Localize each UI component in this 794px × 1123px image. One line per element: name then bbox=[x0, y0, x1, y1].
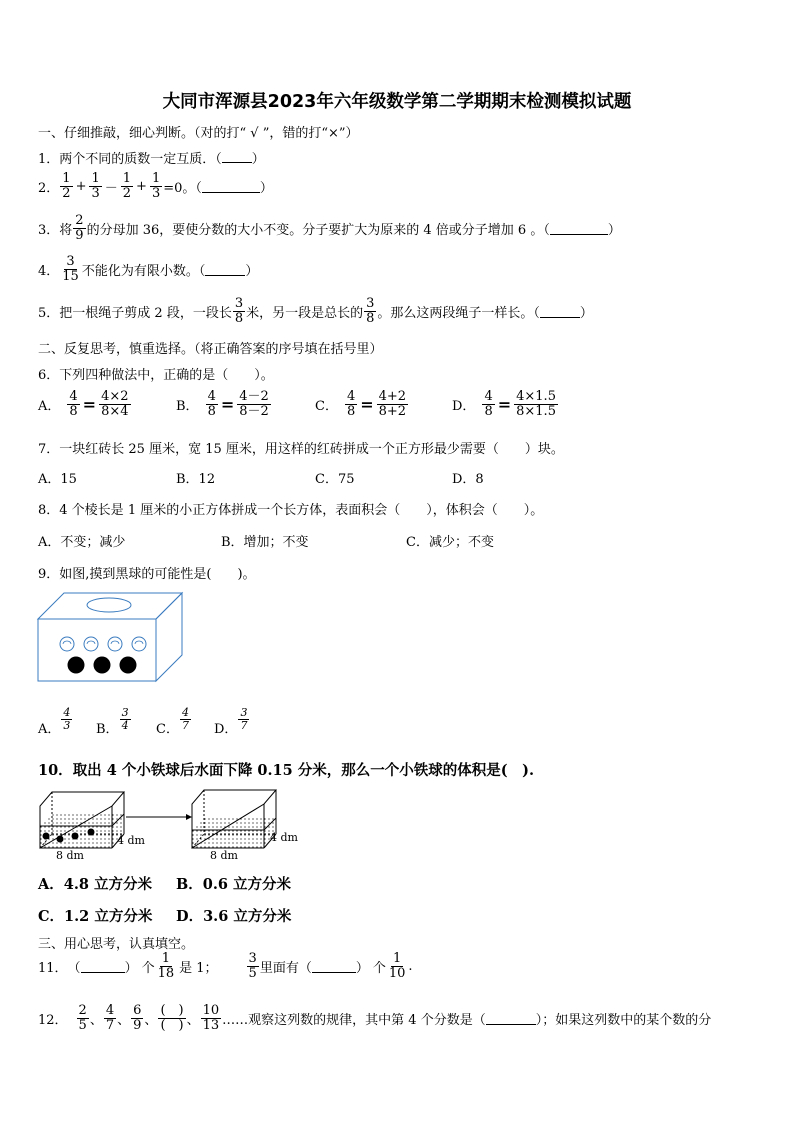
tank-1-width-label: 8 dm bbox=[56, 849, 84, 862]
question-2 bbox=[38, 172, 273, 200]
q12-fraction-3: $\frac{6}{9}$ bbox=[133, 1003, 142, 1033]
q7-option-b[interactable]: B．12 bbox=[176, 472, 216, 487]
q5-fraction-1: $\frac{3}{8}$ bbox=[234, 296, 244, 326]
q3-number: 3． bbox=[38, 222, 60, 238]
question-11: 11． （ ） 个 $\frac{1}{18}$ 是 1； $\frac{3}{5}$ 里面有（ ） 个 $\frac{1}{10}$ . bbox=[38, 951, 413, 981]
q8-text: 4 个棱长是 1 厘米的小正方体拼成一个长方体，表面积会（ ），体积会（ ）。 bbox=[59, 503, 544, 518]
q10-option-c[interactable]: C．1.2 立方分米 bbox=[38, 908, 153, 925]
q2-fraction-3: $\frac{1}{2}$ bbox=[122, 171, 132, 201]
q12-text-tail: ）；如果这列数中的某个数的分 bbox=[535, 1012, 712, 1028]
q7-option-d[interactable]: D．8 bbox=[452, 472, 484, 487]
option-letter: D． bbox=[452, 398, 476, 414]
question-1 bbox=[38, 148, 265, 167]
q8-option-a[interactable]: A．不变；减少 bbox=[38, 535, 126, 550]
q4-number: 4． bbox=[38, 263, 60, 279]
q3-pre: 将 bbox=[59, 222, 73, 238]
question-8 bbox=[38, 499, 543, 518]
q12-fraction-1: $\frac{2}{5}$ bbox=[78, 1003, 87, 1033]
q10-number: 10． bbox=[38, 762, 73, 779]
q7-option-a[interactable]: A．15 bbox=[38, 472, 77, 487]
q9-option-b[interactable]: B． $\frac{3}{4}$ bbox=[96, 706, 129, 737]
minus-sign: － bbox=[104, 180, 118, 196]
white-balls bbox=[60, 637, 146, 651]
option-letter: C． bbox=[315, 398, 338, 414]
section-1-heading: 一、仔细推敲，细心判断。（对的打“ √ ”，错的打“×”） bbox=[38, 126, 359, 141]
ball-box-figure bbox=[36, 591, 186, 683]
question-10 bbox=[38, 759, 534, 780]
q6-option-b[interactable]: B． $\frac{4}{8}$ = $\frac{4-2}{8-2}$ bbox=[176, 389, 269, 419]
q12-text: ……观察这列数的规律，其中第 4 个分数是（ bbox=[222, 1012, 486, 1028]
q1-text: 两个不同的质数一定互质．（ bbox=[59, 152, 222, 167]
question-5 bbox=[38, 297, 593, 325]
question-6 bbox=[38, 364, 274, 383]
plus-sign: + bbox=[136, 178, 147, 194]
q12-fraction-5: $\frac{10}{13}$ bbox=[202, 1003, 220, 1033]
q10-option-a[interactable]: A．4.8 立方分米 bbox=[38, 876, 153, 893]
q8-number: 8． bbox=[38, 503, 60, 518]
q5-answer-blank[interactable] bbox=[540, 305, 580, 318]
q6-option-d[interactable]: D． $\frac{4}{8}$ = $\frac{4\times 1.5}{8\times 1.5}$ bbox=[452, 389, 556, 419]
q1-number: 1． bbox=[38, 152, 60, 167]
q11-fraction-2: $\frac{3}{5}$ bbox=[248, 951, 257, 981]
q3-close: ） bbox=[607, 222, 621, 238]
q7-option-c[interactable]: C．75 bbox=[315, 472, 355, 487]
q12-fraction-4-blank[interactable]: $\frac{( )}{( )}$ bbox=[160, 1003, 184, 1033]
q1-close: ） bbox=[251, 152, 265, 167]
q5-fraction-2: $\frac{3}{8}$ bbox=[366, 296, 375, 326]
q12-number: 12． bbox=[38, 1012, 68, 1028]
q12-fraction-2: $\frac{4}{7}$ bbox=[105, 1003, 115, 1033]
q8-option-b[interactable]: B．增加；不变 bbox=[221, 535, 309, 550]
q3-fraction: $\frac{2}{9}$ bbox=[75, 213, 84, 243]
q9-text: 如图,摸到黑球的可能性是( )。 bbox=[59, 567, 256, 582]
q6-text: 下列四种做法中，正确的是（ ）。 bbox=[59, 368, 274, 383]
q5-close: ） bbox=[579, 305, 593, 321]
section-2-heading: 二、反复思考，慎重选择。（将正确答案的序号填在括号里） bbox=[38, 342, 383, 357]
q2-fraction-4: $\frac{1}{3}$ bbox=[151, 171, 161, 201]
q11-fraction-1: $\frac{1}{18}$ bbox=[157, 951, 175, 981]
q11-number: 11． bbox=[38, 960, 68, 976]
q6-number: 6． bbox=[38, 368, 60, 383]
q2-answer-blank[interactable] bbox=[202, 180, 260, 193]
q11-answer-blank-2[interactable] bbox=[312, 960, 356, 973]
q2-number: 2． bbox=[38, 180, 60, 196]
q6-option-a[interactable]: A． $\frac{4}{8}$ = $\frac{4\times 2}{8\times 4}$ bbox=[38, 389, 129, 419]
q4-fraction: $\frac{3}{15}$ bbox=[62, 254, 79, 284]
option-letter: B． bbox=[176, 398, 199, 414]
q5-text-1: 把一根绳子剪成 2 段，一段长 bbox=[59, 305, 232, 321]
page-title: 大同市浑源县2023年六年级数学第二学期期末检测模拟试题 bbox=[162, 92, 632, 112]
tank-1-depth-label: 4 dm bbox=[117, 834, 145, 847]
q6-option-c[interactable]: C． $\frac{4}{8}$ = $\frac{4+2}{8+2}$ bbox=[315, 389, 407, 419]
q2-fraction-1: $\frac{1}{2}$ bbox=[62, 171, 71, 201]
q5-text-2: 米，另一段是总长的 bbox=[246, 305, 364, 321]
q10-option-b[interactable]: B．0.6 立方分米 bbox=[176, 876, 292, 893]
plus-sign: + bbox=[75, 178, 87, 194]
q3-text: 的分母加 36，要使分数的大小不变。分子要扩大为原来的 4 倍或分子增加 6 。（ bbox=[86, 222, 550, 238]
q10-text: 取出 4 个小铁球后水面下降 0.15 分米，那么一个小铁球的体积是( ). bbox=[72, 762, 535, 779]
q11-answer-blank-1[interactable] bbox=[81, 960, 125, 973]
q3-answer-blank[interactable] bbox=[550, 222, 608, 235]
q4-close: ） bbox=[245, 263, 259, 279]
q4-text: 不能化为有限小数。（ bbox=[81, 263, 206, 279]
question-3 bbox=[38, 214, 621, 242]
tank-2-width-label: 8 dm bbox=[210, 849, 238, 862]
q5-text-3: 。那么这两段绳子一样长。（ bbox=[377, 305, 540, 321]
q4-answer-blank[interactable] bbox=[205, 263, 245, 276]
option-letter: A． bbox=[38, 398, 61, 414]
q5-number: 5． bbox=[38, 305, 60, 321]
q8-option-c[interactable]: C．减少；不变 bbox=[406, 535, 494, 550]
q2-close: ） bbox=[259, 180, 273, 196]
q7-number: 7． bbox=[38, 442, 60, 457]
q2-fraction-2: $\frac{1}{3}$ bbox=[91, 171, 100, 201]
q7-text: 一块红砖长 25 厘米，宽 15 厘米，用这样的红砖拼成一个正方形最少需要（ ）块。 bbox=[59, 442, 564, 457]
tank-2-depth-label: 4 dm bbox=[270, 831, 298, 844]
q1-answer-blank[interactable] bbox=[222, 150, 252, 163]
q10-option-d[interactable]: D．3.6 立方分米 bbox=[176, 908, 292, 925]
q2-equals: =0。（ bbox=[163, 180, 202, 196]
q9-number: 9． bbox=[38, 567, 60, 582]
section-3-heading: 三、用心思考，认真填空。 bbox=[38, 937, 195, 952]
black-balls bbox=[68, 657, 137, 674]
question-9 bbox=[38, 563, 256, 582]
question-12: 12． $\frac{2}{5}$ 、 $\frac{4}{7}$ 、 $\frac{6}{9}$ 、 $\frac{( )}{( )}$ 、 $\frac{10}{13}$ ……观察这列数的规律，其中第 4 个分数是（ ）；如果这列数中的某个数的分 bbox=[38, 1003, 712, 1033]
question-7 bbox=[38, 438, 564, 457]
q9-option-d[interactable]: D． $\frac{3}{7}$ bbox=[214, 706, 248, 737]
q9-option-a[interactable]: A． $\frac{4}{3}$ bbox=[38, 706, 71, 737]
q11-fraction-3: $\frac{1}{10}$ bbox=[388, 951, 406, 981]
q9-option-c[interactable]: C． $\frac{4}{7}$ bbox=[156, 706, 189, 737]
q12-answer-blank[interactable] bbox=[486, 1012, 536, 1025]
question-4 bbox=[38, 255, 258, 283]
